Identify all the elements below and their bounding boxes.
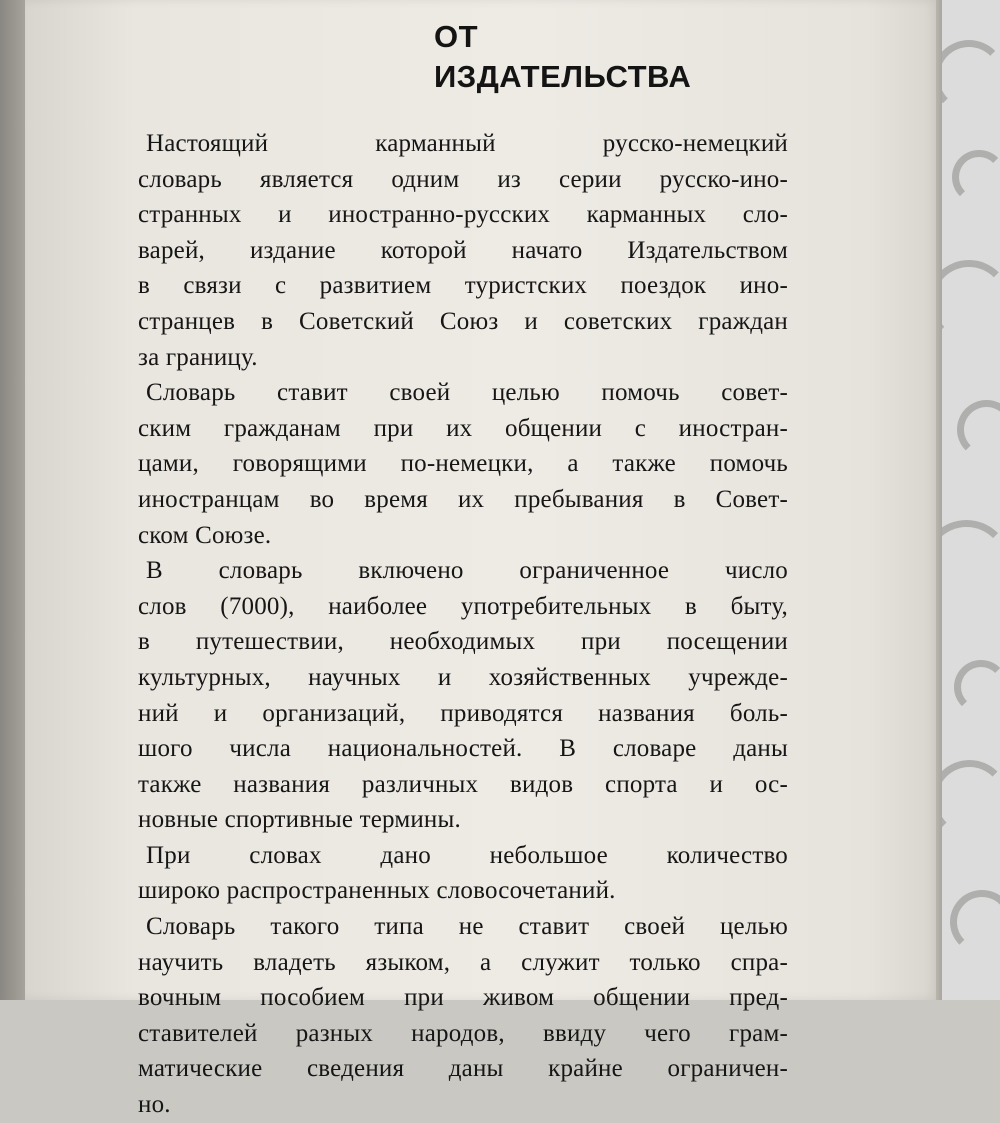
paragraph bbox=[138, 375, 788, 553]
text-line: В словарь включено ограниченное число bbox=[146, 557, 788, 585]
text-line: вочным пособием при живом общении пред- bbox=[138, 984, 788, 1012]
text-line: иностранцам во время их пребывания в Совет- bbox=[138, 485, 788, 513]
text-line: варей, издание которой начато Издательством bbox=[138, 236, 788, 264]
text-line: научить владеть языком, а служит только спра- bbox=[138, 948, 788, 976]
text-line: также названия различных видов спорта и ос- bbox=[138, 770, 788, 798]
text-line: цами, говорящими по-немецки, а также помочь bbox=[138, 450, 788, 478]
text-line: но. bbox=[138, 1091, 171, 1119]
patterned-backdrop bbox=[942, 0, 1000, 1000]
body-text bbox=[138, 126, 788, 1123]
text-line: матические сведения даны крайне ограничен- bbox=[138, 1055, 788, 1083]
text-line: словарь является одним из серии русско-ино- bbox=[138, 165, 788, 193]
heading-line: ИЗДАТЕЛЬСТВА bbox=[434, 59, 692, 94]
text-line: ском Союзе. bbox=[138, 521, 272, 549]
paragraph bbox=[138, 553, 788, 838]
text-line: странцев в Советский Союз и советских граждан bbox=[138, 307, 788, 335]
section-heading bbox=[434, 18, 691, 96]
text-line: шого числа национальностей. В словаре даны bbox=[138, 735, 788, 763]
heading-line: ОТ bbox=[434, 19, 479, 54]
text-line: новные спортивные термины. bbox=[138, 806, 461, 834]
text-line: в связи с развитием туристских поездок ино- bbox=[138, 272, 788, 300]
text-line: ставителей разных народов, ввиду чего грам- bbox=[138, 1019, 788, 1047]
text-line: Настоящий карманный русско-немецкий bbox=[146, 130, 788, 157]
text-line: ний и организаций, приводятся названия боль- bbox=[138, 699, 788, 727]
text-line: широко распространенных словосочетаний. bbox=[138, 877, 616, 905]
text-line: в путешествии, необходимых при посещении bbox=[138, 628, 788, 656]
text-line: Словарь такого типа не ставит своей целью bbox=[146, 913, 788, 941]
text-line: странных и иностранно-русских карманных сло- bbox=[138, 201, 788, 229]
text-line: При словах дано небольшое количество bbox=[146, 841, 788, 869]
text-line: Словарь ставит своей целью помочь совет- bbox=[146, 379, 788, 407]
paragraph bbox=[138, 126, 788, 375]
text-line: за границу. bbox=[138, 343, 258, 371]
paragraph bbox=[138, 909, 788, 1123]
text-line: ским гражданам при их общении с иностран- bbox=[138, 414, 788, 442]
paragraph bbox=[138, 838, 788, 909]
text-line: слов (7000), наиболее употребительных в быту, bbox=[138, 592, 788, 620]
text-line: культурных, научных и хозяйственных учрежде- bbox=[138, 663, 788, 691]
